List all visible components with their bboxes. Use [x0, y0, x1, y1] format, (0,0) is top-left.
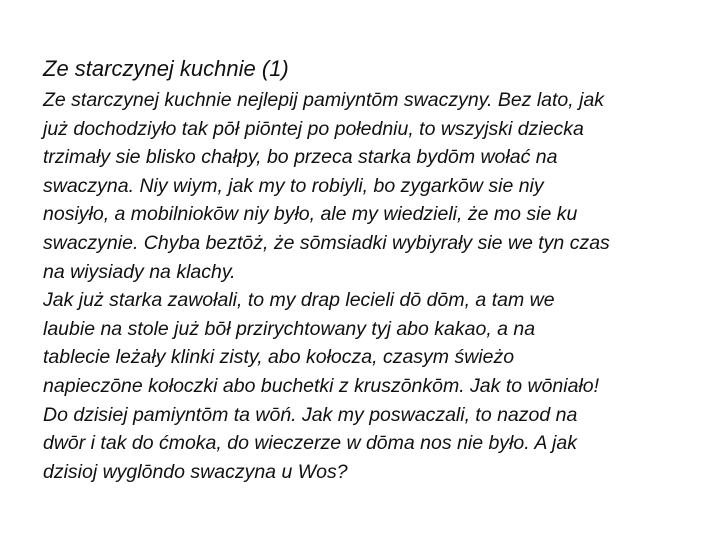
text-line: dzisioj wyglōndo swaczyna u Wos? — [43, 460, 348, 483]
text-line: nosiyło, a mobilniokōw niy było, ale my wiedzieli, że mo sie ku — [43, 203, 578, 226]
text-line: trzimały sie blisko chałpy, bo przeca starka bydōm wołać na — [43, 146, 558, 169]
text-line: dwōr i tak do ćmoka, do wieczerze w dōma nos nie było. A jak — [43, 432, 577, 455]
text-line: swaczyna. Niy wiym, jak my to robiyli, bo zygarkōw sie niy — [43, 174, 544, 197]
text-line: na wiysiady na klachy. — [43, 260, 236, 283]
text-line: Do dzisiej pamiyntōm ta wōń. Jak my poswaczali, to nazod na — [43, 403, 578, 426]
text-block — [43, 54, 683, 486]
text-line: już dochodziyło tak pōł piōntej po połedniu, to wszyjski dziecka — [43, 117, 584, 140]
text-line: laubie na stole już bōł przirychtowany tyj abo kakao, a na — [43, 317, 536, 340]
text-line: Jak już starka zawołali, to my drap lecieli dō dōm, a tam we — [43, 289, 555, 312]
text-line: swaczynie. Chyba beztōż, że sōmsiadki wybiyrały sie we tyn czas — [43, 231, 610, 254]
slide-title: Ze starczynej kuchnie (1) — [43, 56, 289, 81]
text-line: tablecie leżały klinki zisty, abo kołocza, czasym świeżo — [43, 346, 515, 369]
text-line: napieczōne kołoczki abo buchetki z kruszōnkōm. Jak to wōniało! — [43, 374, 600, 397]
text-line: Ze starczynej kuchnie nejlepij pamiyntōm swaczyny. Bez lato, jak — [43, 89, 605, 111]
